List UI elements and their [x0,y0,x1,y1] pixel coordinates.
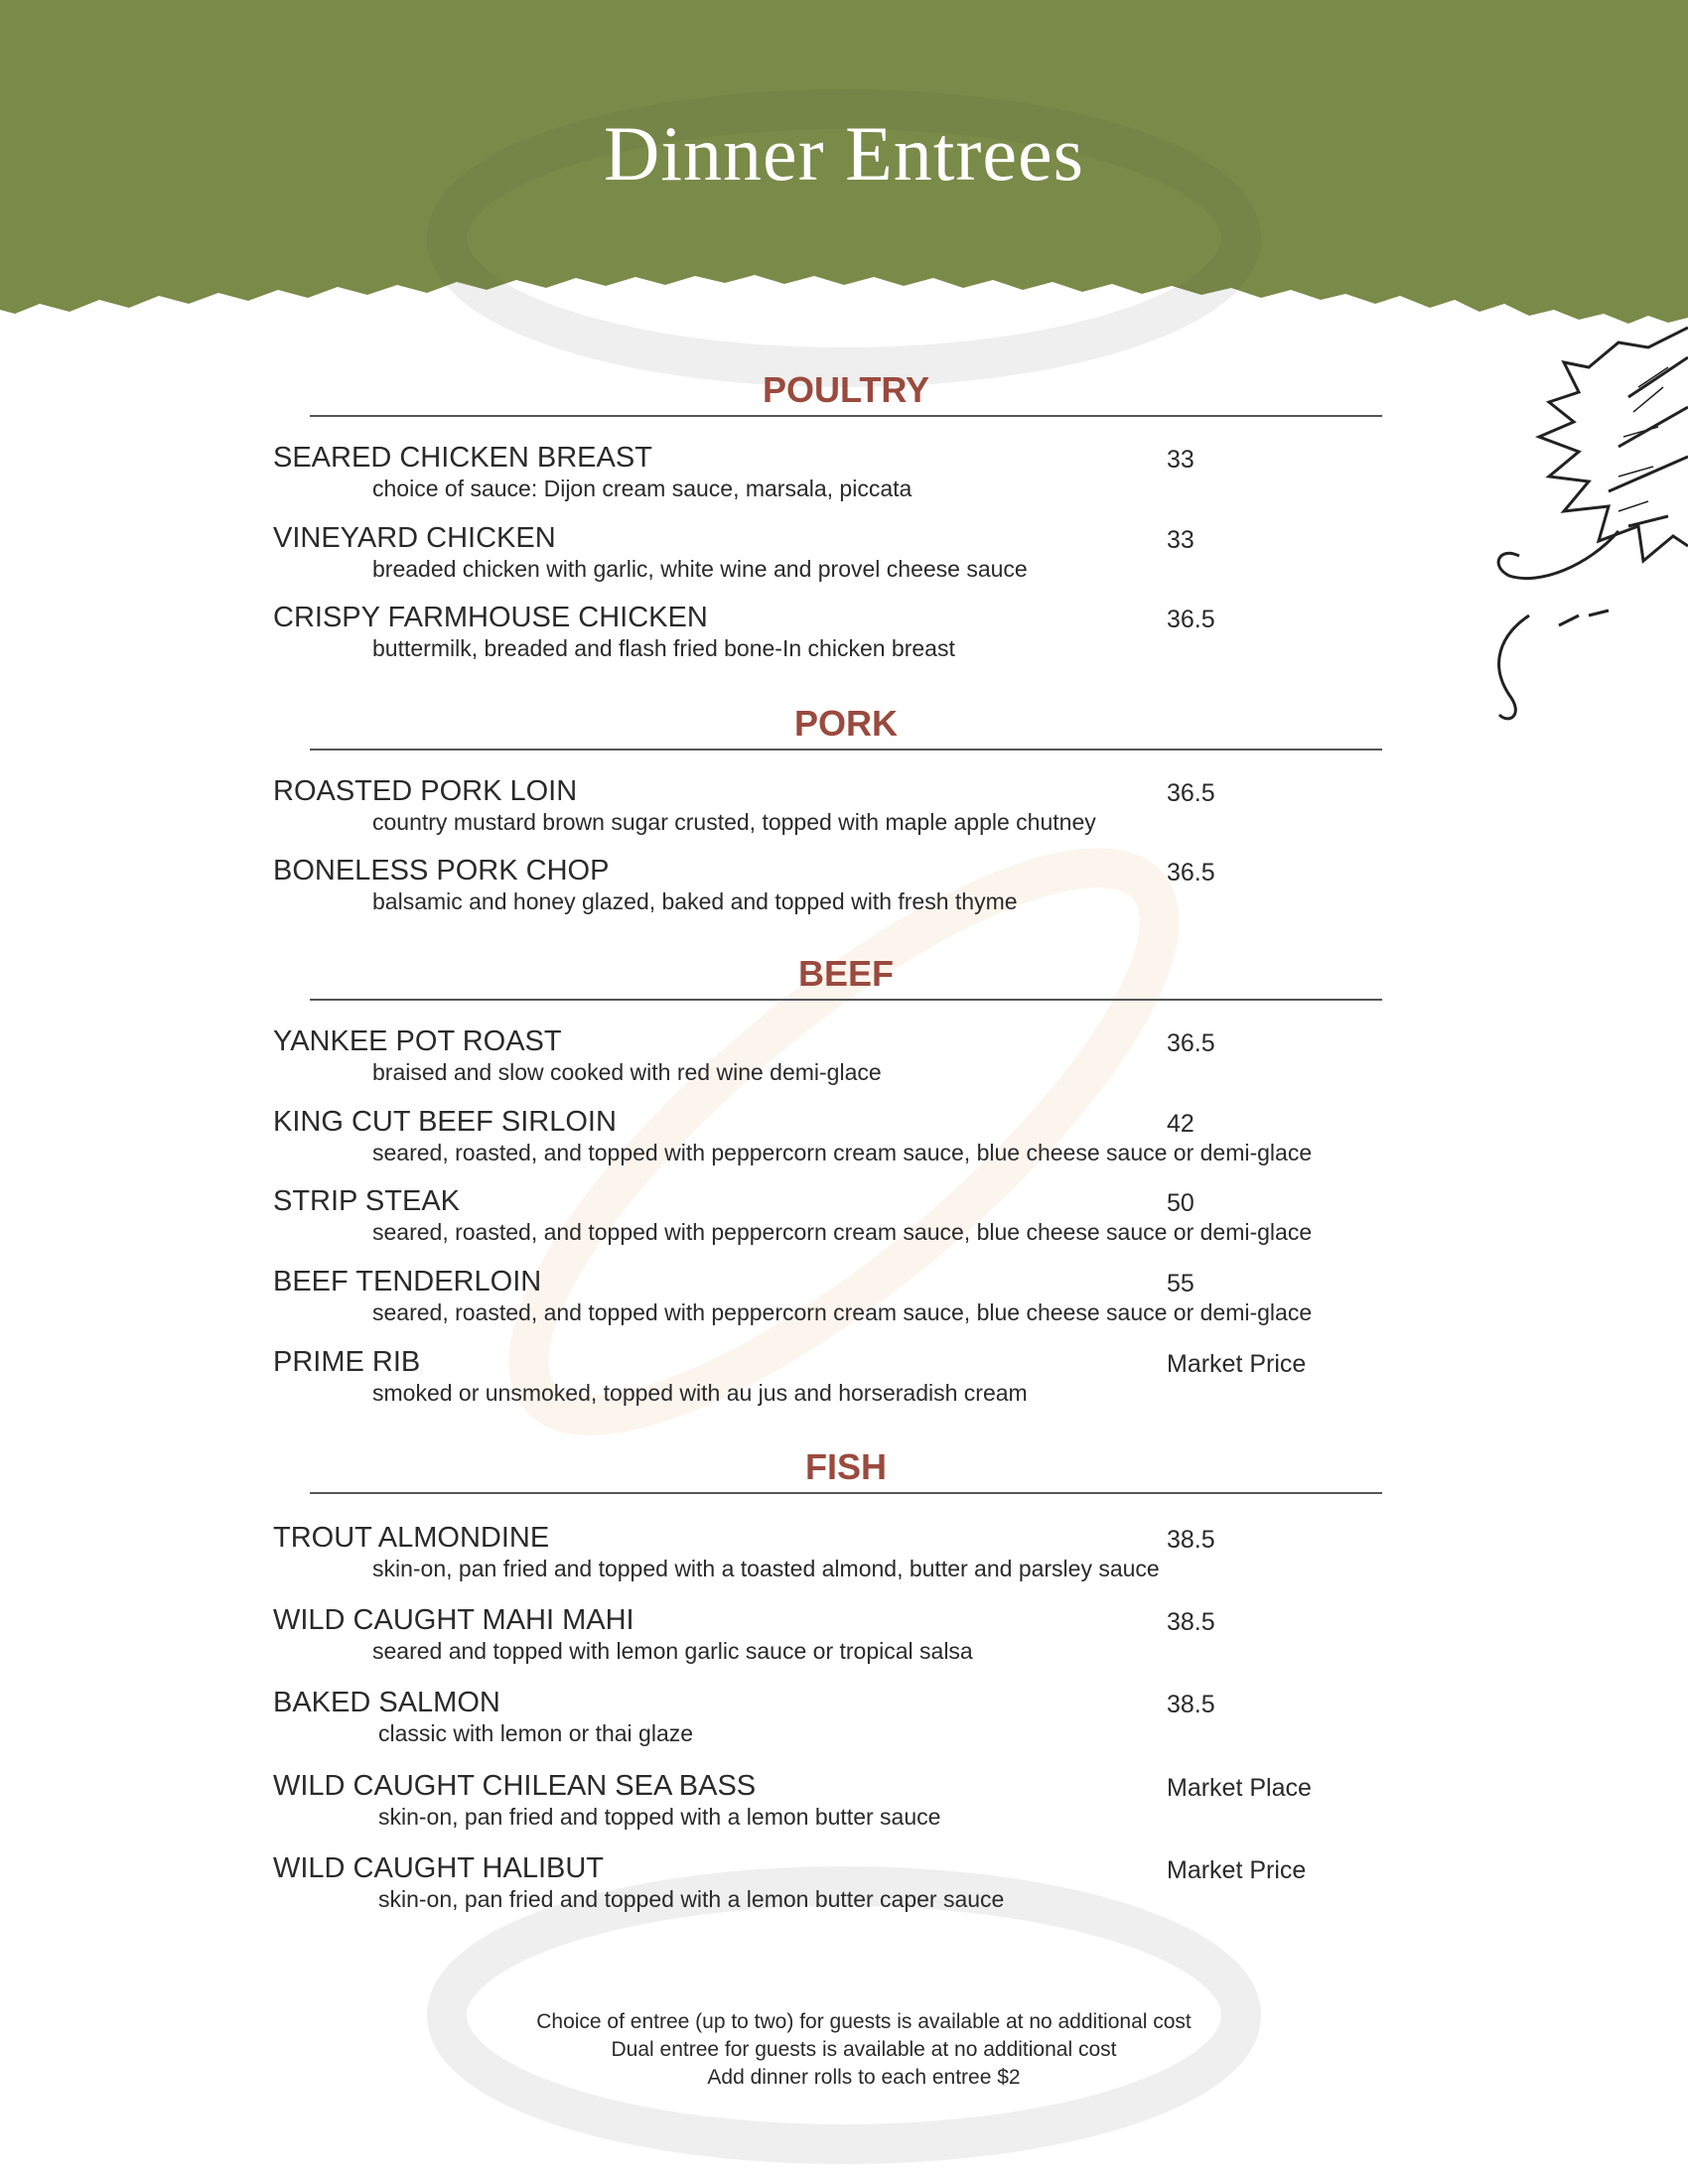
item-description: seared and topped with lemon garlic sauce or tropical salsa [372,1638,973,1664]
item-price: 36.5 [1167,1029,1215,1057]
section-title-pork: PORK [793,703,898,744]
item-price: 50 [1167,1189,1195,1217]
item-price: 33 [1167,446,1195,474]
item-price: Market Price [1167,1856,1307,1884]
item-description: seared, roasted, and topped with peppercorn cream sauce, blue cheese sauce or demi-glace [372,1219,1313,1245]
menu-item [273,1185,1405,1255]
item-name: WILD CAUGHT HALIBUT [273,1852,605,1884]
menu-item [273,1852,1405,1922]
item-name: TROUT ALMONDINE [273,1522,550,1554]
footer-note: Choice of entree (up to two) for guests is available at no additional cost [536,2010,1192,2033]
item-name: BONELESS PORK CHOP [273,855,610,887]
item-price: 36.5 [1167,779,1215,807]
menu-item [273,522,1405,592]
item-description: smoked or unsmoked, topped with au jus and horseradish cream [372,1380,1028,1406]
menu-item [273,855,1405,924]
item-name: BEEF TENDERLOIN [273,1266,542,1297]
item-description: choice of sauce: Dijon cream sauce, marsala, piccata [372,476,913,501]
item-description: skin-on, pan fried and topped with a lemon butter sauce [378,1804,941,1830]
item-name: STRIP STEAK [273,1185,461,1217]
item-name: PRIME RIB [273,1346,421,1378]
menu-item [273,1604,1405,1674]
footer-note: Dual entree for guests is available at no additional cost [611,2038,1117,2061]
item-description: balsamic and honey glazed, baked and topped with fresh thyme [372,888,1018,914]
item-price: 38.5 [1167,1608,1215,1636]
section-title-beef: BEEF [797,953,894,994]
menu-item [273,775,1405,845]
item-price: Market Price [1167,1350,1307,1378]
item-description: country mustard brown sugar crusted, topped with maple apple chutney [372,809,1096,835]
item-name: BAKED SALMON [273,1687,500,1718]
item-description: seared, roasted, and topped with peppercorn cream sauce, blue cheese sauce or demi-glace [372,1299,1313,1325]
item-price: Market Place [1167,1774,1312,1802]
menu-item [273,1687,1405,1756]
menu-item [273,1025,1405,1095]
menu-item [273,602,1405,671]
item-name: SEARED CHICKEN BREAST [273,442,652,474]
item-description: breaded chicken with garlic, white wine and provel cheese sauce [372,556,1028,582]
item-price: 38.5 [1167,1691,1215,1718]
item-name: KING CUT BEEF SIRLOIN [273,1106,617,1138]
section-title-poultry: POULTRY [763,369,929,410]
item-description: classic with lemon or thai glaze [378,1720,694,1746]
item-description: seared, roasted, and topped with peppercorn cream sauce, blue cheese sauce or demi-glace [372,1140,1313,1165]
item-name: ROASTED PORK LOIN [273,775,578,807]
section-divider [310,1492,1382,1494]
section-divider [310,999,1382,1001]
menu-item [273,1522,1405,1591]
menu-item [273,442,1405,511]
footer-note: Add dinner rolls to each entree $2 [707,2066,1021,2089]
menu-item [273,1770,1405,1840]
section-divider [310,415,1382,417]
item-price: 38.5 [1167,1526,1215,1554]
item-name: VINEYARD CHICKEN [273,522,556,554]
menu-item [273,1266,1405,1335]
item-description: skin-on, pan fried and topped with a lemon butter caper sauce [378,1886,1005,1912]
item-price: 55 [1167,1270,1195,1297]
page-title: Dinner Entrees [604,110,1084,197]
item-name: YANKEE POT ROAST [273,1025,562,1057]
item-price: 36.5 [1167,859,1215,887]
item-description: skin-on, pan fried and topped with a toasted almond, butter and parsley sauce [372,1556,1160,1581]
section-title-fish: FISH [804,1446,887,1487]
item-description: buttermilk, breaded and flash fried bone-In chicken breast [372,635,955,661]
item-name: WILD CAUGHT MAHI MAHI [273,1604,634,1636]
item-price: 42 [1167,1110,1195,1138]
grape-leaf-icon [1470,318,1688,735]
item-name: WILD CAUGHT CHILEAN SEA BASS [273,1770,757,1802]
menu-item [273,1106,1405,1175]
item-name: CRISPY FARMHOUSE CHICKEN [273,602,708,633]
item-price: 36.5 [1167,606,1215,633]
section-divider [310,749,1382,751]
menu-item [273,1346,1405,1416]
footer-notes [0,2008,1688,2092]
item-price: 33 [1167,526,1195,554]
item-description: braised and slow cooked with red wine demi-glace [372,1059,882,1085]
